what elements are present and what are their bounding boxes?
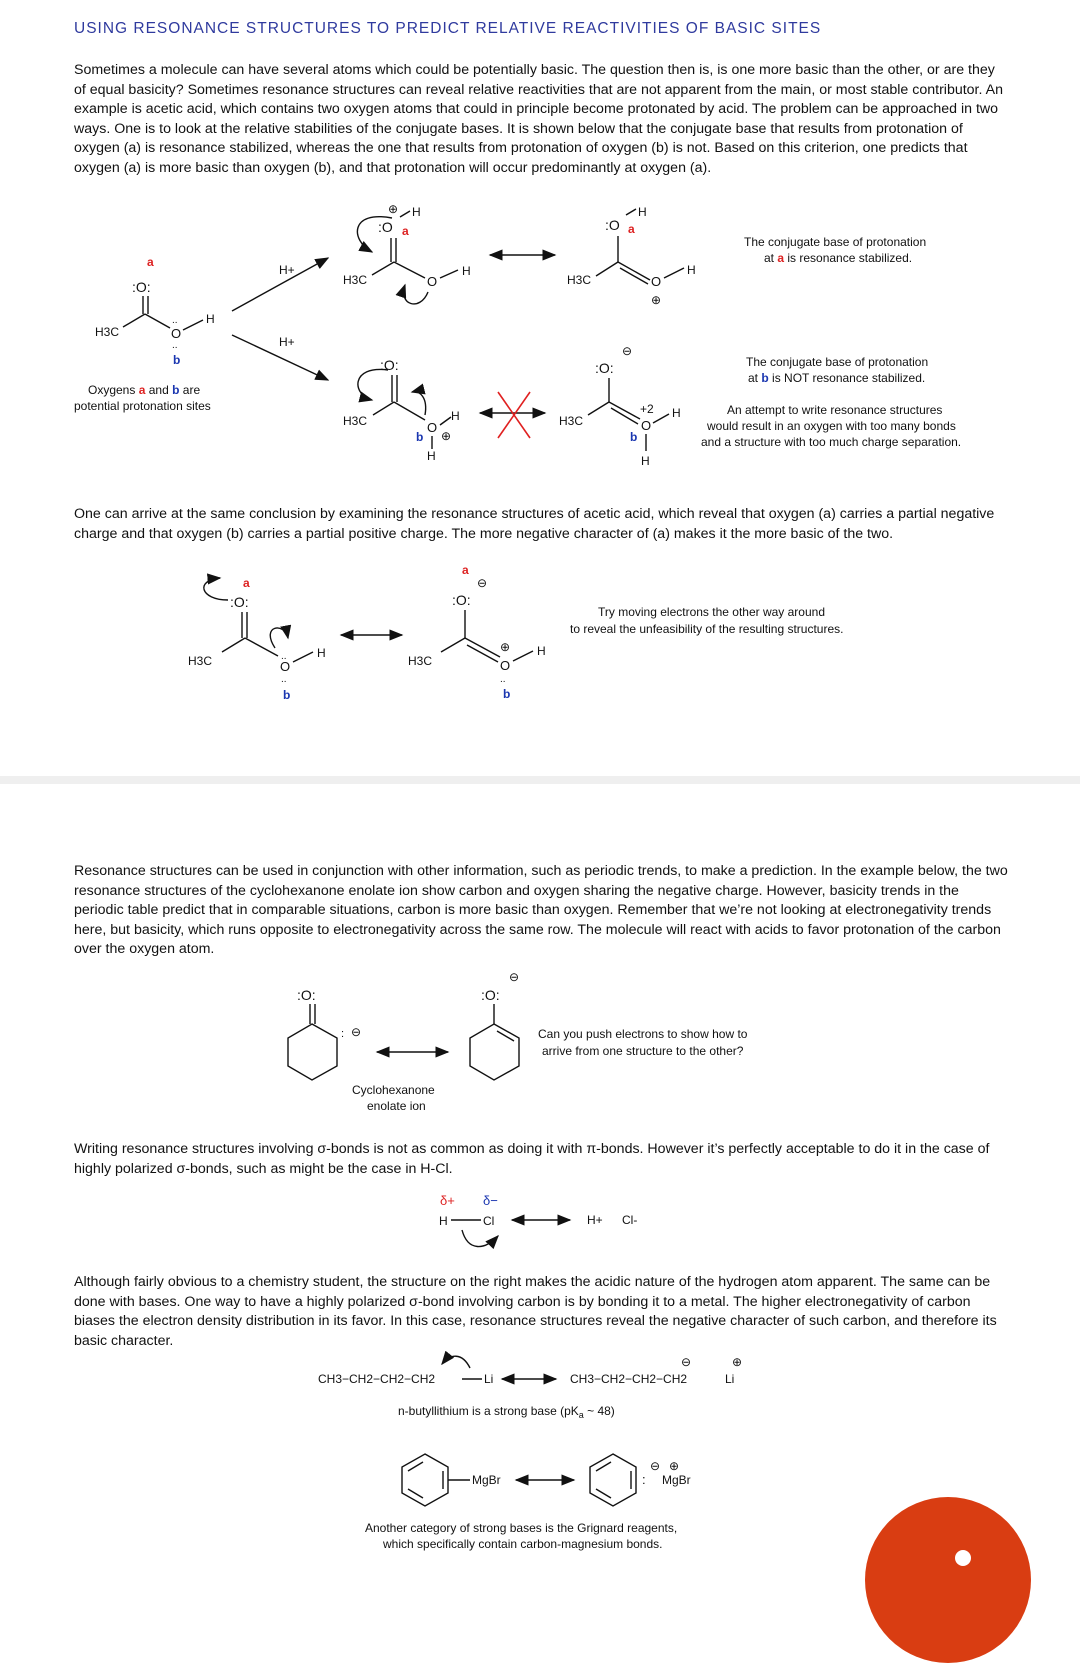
svg-text:..: .. bbox=[500, 674, 506, 685]
svg-text::O:: :O: bbox=[452, 592, 471, 608]
label-a: a bbox=[147, 255, 154, 269]
paragraph-4: Writing resonance structures involving σ-bonds is not as common as doing it with π-bonds. However it’s perfectly acceptable to do it in the case of highly polarized σ-bonds, such as might be the case in H-Cl. bbox=[74, 1141, 990, 1177]
svg-text::O:: :O: bbox=[297, 987, 316, 1003]
proton-label-bottom: H+ bbox=[279, 335, 295, 349]
svg-text:H3C: H3C bbox=[343, 273, 368, 287]
grignard-caption-line1: Another category of strong bases is the Grignard reagents, bbox=[365, 1521, 678, 1535]
svg-text:O: O bbox=[427, 274, 438, 289]
caption-protonation-sites: Oxygens a and b are bbox=[88, 383, 201, 397]
svg-text:O: O bbox=[651, 274, 662, 289]
svg-text:..: .. bbox=[172, 340, 178, 351]
methyl-group: H3C bbox=[95, 325, 120, 339]
svg-text:..: .. bbox=[172, 315, 178, 326]
svg-text:H: H bbox=[412, 205, 421, 219]
svg-text:⊕: ⊕ bbox=[500, 640, 511, 654]
fig2-note-line2: to reveal the unfeasibility of the resulting structures. bbox=[570, 622, 844, 636]
figure-hcl bbox=[439, 1193, 637, 1247]
svg-text:H: H bbox=[672, 406, 681, 420]
enolate-caption-line1: Cyclohexanone bbox=[352, 1083, 435, 1097]
fig3-note-line2: arrive from one structure to the other? bbox=[542, 1044, 744, 1058]
svg-text::O: :O bbox=[605, 217, 620, 233]
fig2-note-line1: Try moving electrons the other way around bbox=[598, 605, 825, 619]
svg-text:Cl-: Cl- bbox=[622, 1213, 638, 1227]
svg-text:H: H bbox=[317, 646, 326, 660]
svg-text:b: b bbox=[283, 688, 291, 702]
enolate-caption-line2: enolate ion bbox=[367, 1099, 426, 1113]
svg-text:O: O bbox=[171, 326, 182, 341]
svg-text:..: .. bbox=[281, 651, 287, 662]
svg-text:H: H bbox=[537, 644, 546, 658]
svg-text:a: a bbox=[402, 224, 409, 238]
svg-text:MgBr: MgBr bbox=[472, 1473, 501, 1487]
figure-grignard bbox=[365, 1454, 691, 1551]
note-a-line1: The conjugate base of protonation bbox=[744, 235, 927, 249]
svg-text::O:: :O: bbox=[481, 987, 500, 1003]
svg-text:CH3−CH2−CH2−CH2: CH3−CH2−CH2−CH2 bbox=[318, 1372, 436, 1386]
svg-text:+2: +2 bbox=[640, 402, 654, 416]
svg-text::O:: :O: bbox=[595, 360, 614, 376]
svg-text:H3C: H3C bbox=[567, 273, 592, 287]
svg-text:O: O bbox=[500, 658, 511, 673]
svg-text:H: H bbox=[638, 205, 647, 219]
svg-text:a: a bbox=[628, 222, 635, 236]
svg-text:Li: Li bbox=[484, 1372, 494, 1386]
svg-text:H: H bbox=[462, 264, 471, 278]
figure-protonation bbox=[74, 202, 961, 468]
svg-text:⊖: ⊖ bbox=[622, 344, 633, 358]
svg-text:b: b bbox=[630, 430, 638, 444]
svg-text:H: H bbox=[641, 454, 650, 468]
svg-text:⊕: ⊕ bbox=[732, 1355, 743, 1369]
paragraph-3: Resonance structures can be used in conjunction with other information, such as periodic trends, to make a prediction. In the example below, the two resonance structures of the cyclohexanone enolate ion show carbon and oxygen sharing the negative charge. However, basicity trends in the periodic table predict that in comparable situations, carbon is more basic than oxygen. Remember that we’re not looking at electronegativity trends here, but basicity, which runs opposite to electronegativity across the same row. The molecule will react with acids to favor protonation of the carbon over the oxygen atom. bbox=[74, 863, 1008, 957]
svg-text::: : bbox=[341, 1028, 345, 1040]
note-a-line2: at a is resonance stabilized. bbox=[764, 251, 913, 265]
svg-text:CH3−CH2−CH2−CH2: CH3−CH2−CH2−CH2 bbox=[570, 1372, 688, 1386]
svg-text:b: b bbox=[503, 687, 511, 701]
svg-text::: : bbox=[642, 1472, 646, 1487]
svg-text:H: H bbox=[439, 1214, 448, 1228]
svg-text:H: H bbox=[427, 449, 436, 463]
svg-text:H3C: H3C bbox=[559, 414, 584, 428]
svg-text:O: O bbox=[641, 418, 652, 433]
svg-text:H3C: H3C bbox=[343, 414, 368, 428]
butyllithium-caption: n-butyllithium is a strong base ($pK_a$ ~ 48) bbox=[398, 1404, 615, 1420]
paragraph-1: Sometimes a molecule can have several atoms which could be potentially basic. The question then is, is one more basic than the other, or are they of equal basicity? Sometimes resonance structures can reveal relative reactivities that are not apparent from the main, or most stable contributor. An example is acetic acid, which contains two oxygen atoms that could in principle become protonated by acid. The problem can be approached in two ways. One is to look at the relative stabilities of the conjugate bases. It is shown below that the conjugate base that results from protonation of oxygen (a) is resonance stabilized, whereas the one that results from protonation of oxygen (b) is not. Based on this criterion, one predicts that oxygen (a) is more basic than oxygen (b), and that protonation will occur predominantly at oxygen (a). bbox=[74, 62, 1003, 176]
page-title: USING RESONANCE STRUCTURES TO PREDICT RELATIVE REACTIVITIES OF BASIC SITES bbox=[74, 20, 822, 37]
svg-text:⊕: ⊕ bbox=[441, 429, 452, 443]
note-b-line5: and a structure with too much charge separation. bbox=[701, 435, 962, 449]
svg-text:δ−: δ− bbox=[483, 1193, 498, 1208]
svg-text:a: a bbox=[243, 576, 250, 590]
svg-text:MgBr: MgBr bbox=[662, 1473, 691, 1487]
figure-butyllithium bbox=[318, 1355, 742, 1420]
label-b: b bbox=[173, 353, 181, 367]
note-b-line2: at b is NOT resonance stabilized. bbox=[748, 371, 926, 385]
svg-text:H3C: H3C bbox=[408, 654, 433, 668]
svg-text:⊖: ⊖ bbox=[650, 1459, 661, 1473]
svg-text:⊕: ⊕ bbox=[651, 293, 662, 307]
svg-text:δ+: δ+ bbox=[440, 1193, 455, 1208]
svg-text:Li: Li bbox=[725, 1372, 735, 1386]
note-b-line4: would result in an oxygen with too many bonds bbox=[707, 419, 956, 433]
figure-acetic-acid-resonance bbox=[188, 563, 843, 702]
svg-text:O: O bbox=[427, 420, 438, 435]
note-b-line3: An attempt to write resonance structures bbox=[727, 403, 943, 417]
proton-label-top: H+ bbox=[279, 263, 295, 277]
svg-text:⊕: ⊕ bbox=[669, 1459, 680, 1473]
caption-line-2: potential protonation sites bbox=[74, 399, 211, 413]
grignard-caption-line2: which specifically contain carbon-magnesium bonds. bbox=[383, 1537, 663, 1551]
svg-text:⊖: ⊖ bbox=[509, 970, 520, 984]
svg-text:⊕: ⊕ bbox=[388, 202, 399, 216]
note-b-line1: The conjugate base of protonation bbox=[746, 355, 929, 369]
svg-text:⊖: ⊖ bbox=[681, 1355, 692, 1369]
fig3-note-line1: Can you push electrons to show how to bbox=[538, 1027, 748, 1041]
svg-text::O: :O bbox=[378, 219, 393, 235]
figure-enolate bbox=[288, 970, 748, 1113]
svg-text:H3C: H3C bbox=[188, 654, 213, 668]
svg-text:..: .. bbox=[281, 674, 287, 685]
hydroxyl-h: H bbox=[206, 312, 215, 326]
floating-action-button[interactable] bbox=[865, 1497, 1031, 1663]
svg-text:H+: H+ bbox=[587, 1213, 603, 1227]
svg-text:O: O bbox=[280, 659, 291, 674]
svg-text:b: b bbox=[416, 430, 424, 444]
svg-text:a: a bbox=[462, 563, 469, 577]
svg-text::O:: :O: bbox=[380, 357, 399, 373]
paragraph-5: Although fairly obvious to a chemistry student, the structure on the right makes the acidic nature of the hydrogen atom apparent. The same can be done with bases. One way to have a highly polarized σ-bond involving carbon is by bonding it to a metal. The higher electronegativity of carbon biases the electron density distribution in its favor. In this case, resonance structures reveal the negative character of such carbon, and therefore its basic character. bbox=[74, 1274, 997, 1349]
carbonyl-oxygen: :O: bbox=[132, 279, 151, 295]
svg-text:H: H bbox=[687, 263, 696, 277]
svg-text:⊖: ⊖ bbox=[477, 576, 488, 590]
svg-text::O:: :O: bbox=[230, 594, 249, 610]
svg-text:⊖: ⊖ bbox=[351, 1025, 362, 1039]
paragraph-2: One can arrive at the same conclusion by examining the resonance structures of acetic acid, which reveal that oxygen (a) carries a partial negative charge and that oxygen (b) carries a partial positive charge. The more negative character of (a) makes it the more basic of the two. bbox=[74, 506, 995, 542]
svg-text:H: H bbox=[451, 409, 460, 423]
svg-text:Cl: Cl bbox=[483, 1214, 495, 1228]
